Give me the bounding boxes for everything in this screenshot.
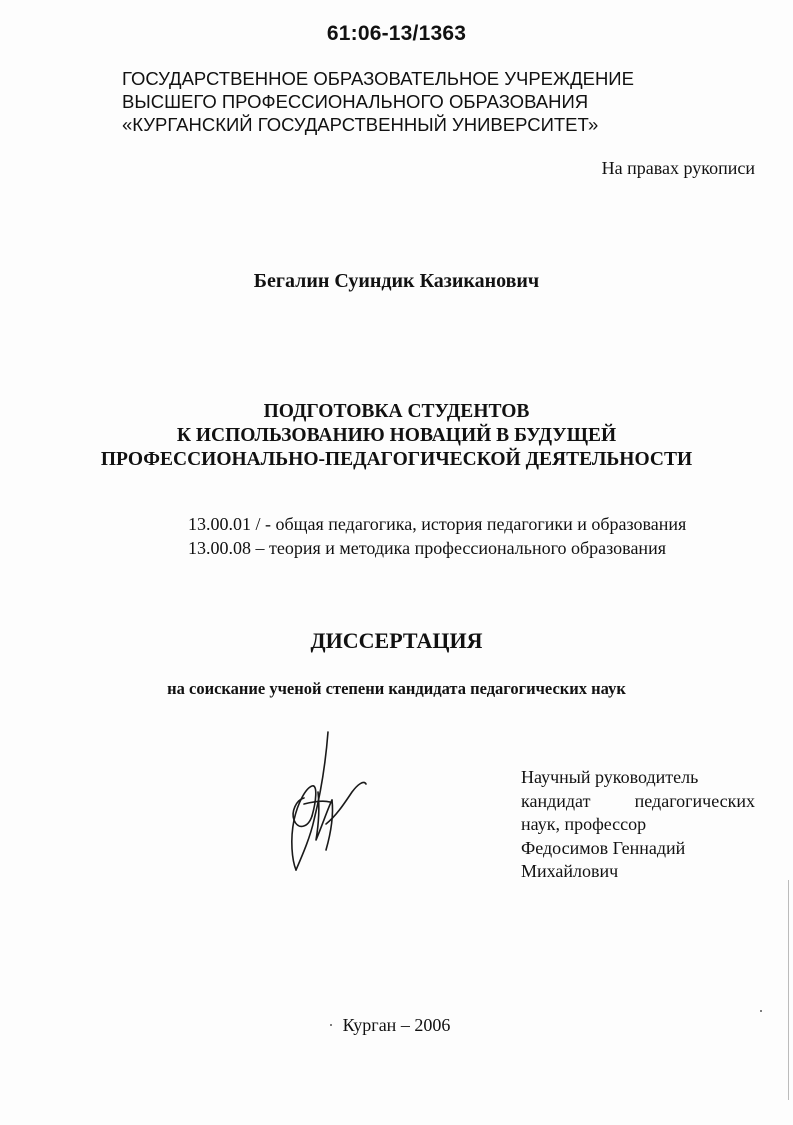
specialty-code-line: 13.00.08 – теория и методика профессионального образования (188, 538, 666, 558)
scan-speck (330, 1024, 332, 1026)
institution-line: ГОСУДАРСТВЕННОЕ ОБРАЗОВАТЕЛЬНОЕ УЧРЕЖДЕНИЕ (122, 68, 634, 89)
institution-header (122, 67, 634, 136)
specialty-code-line: 13.00.01 / - общая педагогика, история педагогики и образования (188, 514, 687, 534)
supervisor-rank-line-2: наук, профессор (521, 814, 647, 834)
supervisor-name-line: Федосимов Геннадий (521, 837, 686, 858)
author-name: Бегалин Суиндик Казиканович (253, 270, 540, 292)
degree-line: на соискание ученой степени кандидата педагогических наук (167, 679, 626, 698)
city-year: Курган – 2006 (342, 1015, 451, 1035)
supervisor-block (521, 766, 755, 884)
supervisor-name-line: Михайлович (521, 861, 619, 881)
scan-speck (760, 1010, 762, 1012)
thesis-title-line: ПОДГОТОВКА СТУДЕНТОВ (263, 401, 530, 422)
supervisor-rank-line (521, 790, 755, 814)
supervisor-heading: Научный руководитель (521, 767, 699, 787)
institution-line: ВЫСШЕГО ПРОФЕССИОНАЛЬНОГО ОБРАЗОВАНИЯ (122, 91, 589, 112)
scan-edge-line (788, 880, 789, 1100)
manuscript-note: На правах рукописи (601, 158, 755, 178)
thesis-title-line: К ИСПОЛЬЗОВАНИЮ НОВАЦИЙ В БУДУЩЕЙ (176, 425, 617, 446)
institution-line: «КУРГАНСКИЙ ГОСУДАРСТВЕННЫЙ УНИВЕРСИТЕТ» (122, 114, 599, 135)
supervisor-rank-word: педагогических (634, 790, 755, 811)
catalog-number: 61:06-13/1363 (326, 22, 467, 45)
handwritten-signature-icon (282, 728, 372, 876)
document-type: ДИССЕРТАЦИЯ (310, 628, 483, 653)
supervisor-rank-word: кандидат (521, 790, 591, 811)
thesis-title-line: ПРОФЕССИОНАЛЬНО-ПЕДАГОГИЧЕСКОЙ ДЕЯТЕЛЬНОСТИ (100, 449, 693, 470)
thesis-title (0, 400, 793, 472)
